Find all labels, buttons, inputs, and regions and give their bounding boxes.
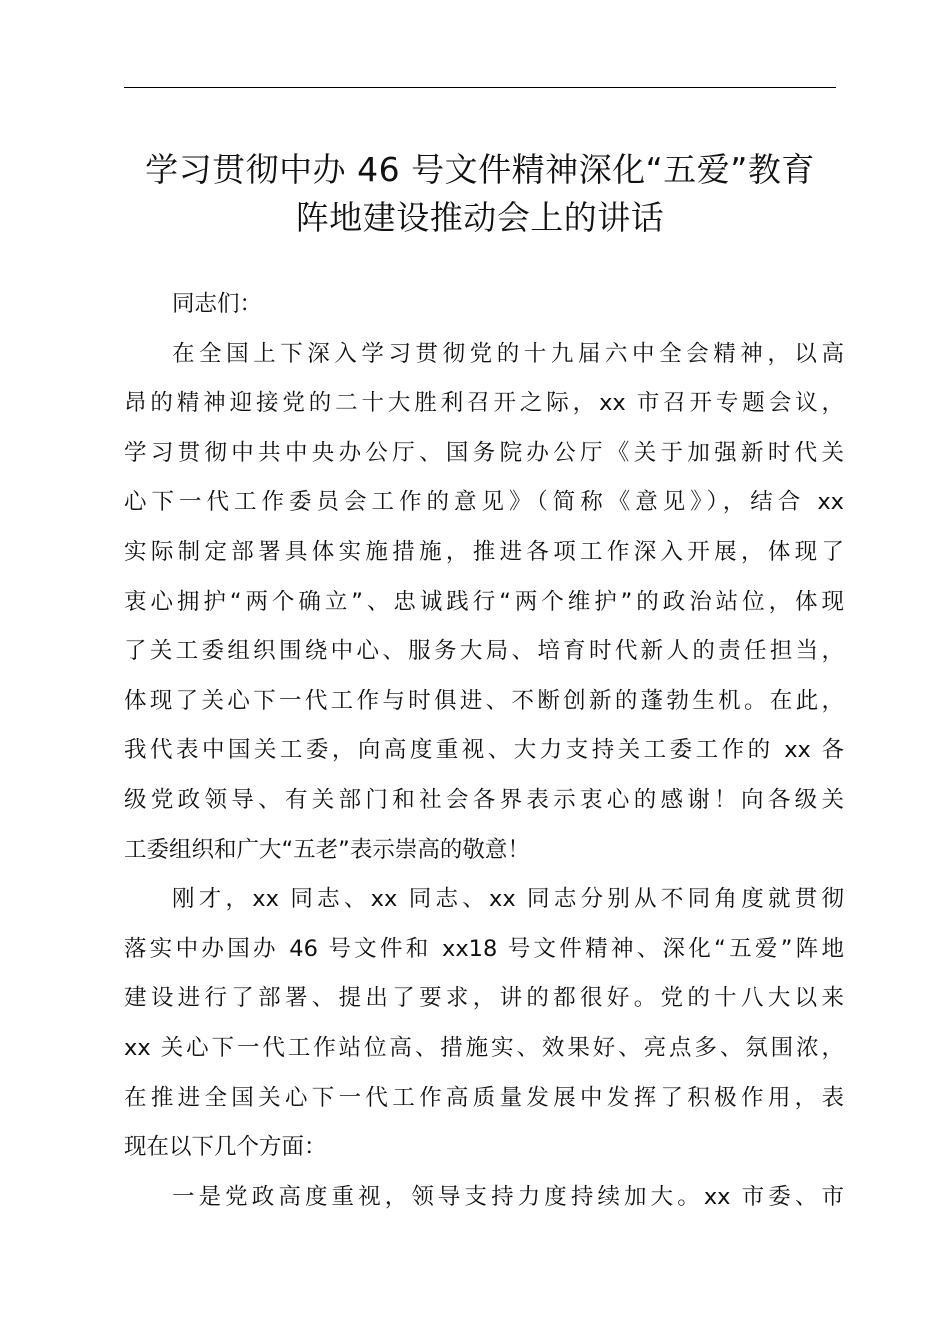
text-line: 级党政领导、有关部门和社会各界表示衷心的感谢！向各级关 xyxy=(124,786,844,813)
text-line: 了关工委组织围绕中心、服务大局、培育时代新人的责任担当， xyxy=(124,638,844,665)
text-line: 学习贯彻中共中央办公厅、国务院办公厅《关于加强新时代关 xyxy=(124,439,844,466)
text-line: 现在以下几个方面： xyxy=(124,1134,327,1161)
text-line: 在推进全国关心下一代工作高质量发展中发挥了积极作用，表 xyxy=(124,1084,844,1111)
text-line: 建设进行了部署、提出了要求，讲的都很好。党的十八大以来 xyxy=(124,985,844,1012)
salutation-text: 同志们： xyxy=(172,291,263,317)
text-line: 一是党政高度重视，领导支持力度持续加大。xx 市委、市 xyxy=(172,1183,844,1210)
text-line: 实际制定部署具体实施措施，推进各项工作深入开展，体现了 xyxy=(124,538,844,565)
text-line: 在全国上下深入学习贯彻党的十九届六中全会精神，以高 xyxy=(172,340,844,367)
title-line: 学习贯彻中办 46 号文件精神深化“五爱”教育 xyxy=(145,150,815,189)
text-line: 体现了关心下一代工作与时俱进、不断创新的蓬勃生机。在此， xyxy=(124,687,844,714)
paragraph-1 xyxy=(124,330,844,876)
salutation xyxy=(124,280,844,330)
text-line: 落实中办国办 46 号文件和 xx18 号文件精神、深化“五爱”阵地 xyxy=(124,935,844,962)
text-line: 我代表中国关工委，向高度重视、大力支持关工委工作的 xx 各 xyxy=(124,737,844,764)
document-title xyxy=(100,146,860,242)
text-line: 刚才，xx 同志、xx 同志、xx 同志分别从不同角度就贯彻 xyxy=(172,886,844,913)
text-line: 工委组织和广大“五老”表示崇高的敬意！ xyxy=(124,836,530,863)
header-rule xyxy=(124,87,836,88)
text-line: 心下一代工作委员会工作的意见》（简称《意见》），结合 xx xyxy=(124,489,844,516)
text-line: xx 关心下一代工作站位高、措施实、效果好、亮点多、氛围浓， xyxy=(124,1034,844,1061)
title-line: 阵地建设推动会上的讲话 xyxy=(295,198,665,237)
text-line: 衷心拥护“两个确立”、忠诚践行“两个维护”的政治站位，体现 xyxy=(124,588,844,615)
paragraph-2 xyxy=(124,875,844,1173)
text-line: 昂的精神迎接党的二十大胜利召开之际，xx 市召开专题会议， xyxy=(124,390,844,417)
paragraph-3 xyxy=(124,1173,844,1223)
document-body xyxy=(124,280,844,1222)
